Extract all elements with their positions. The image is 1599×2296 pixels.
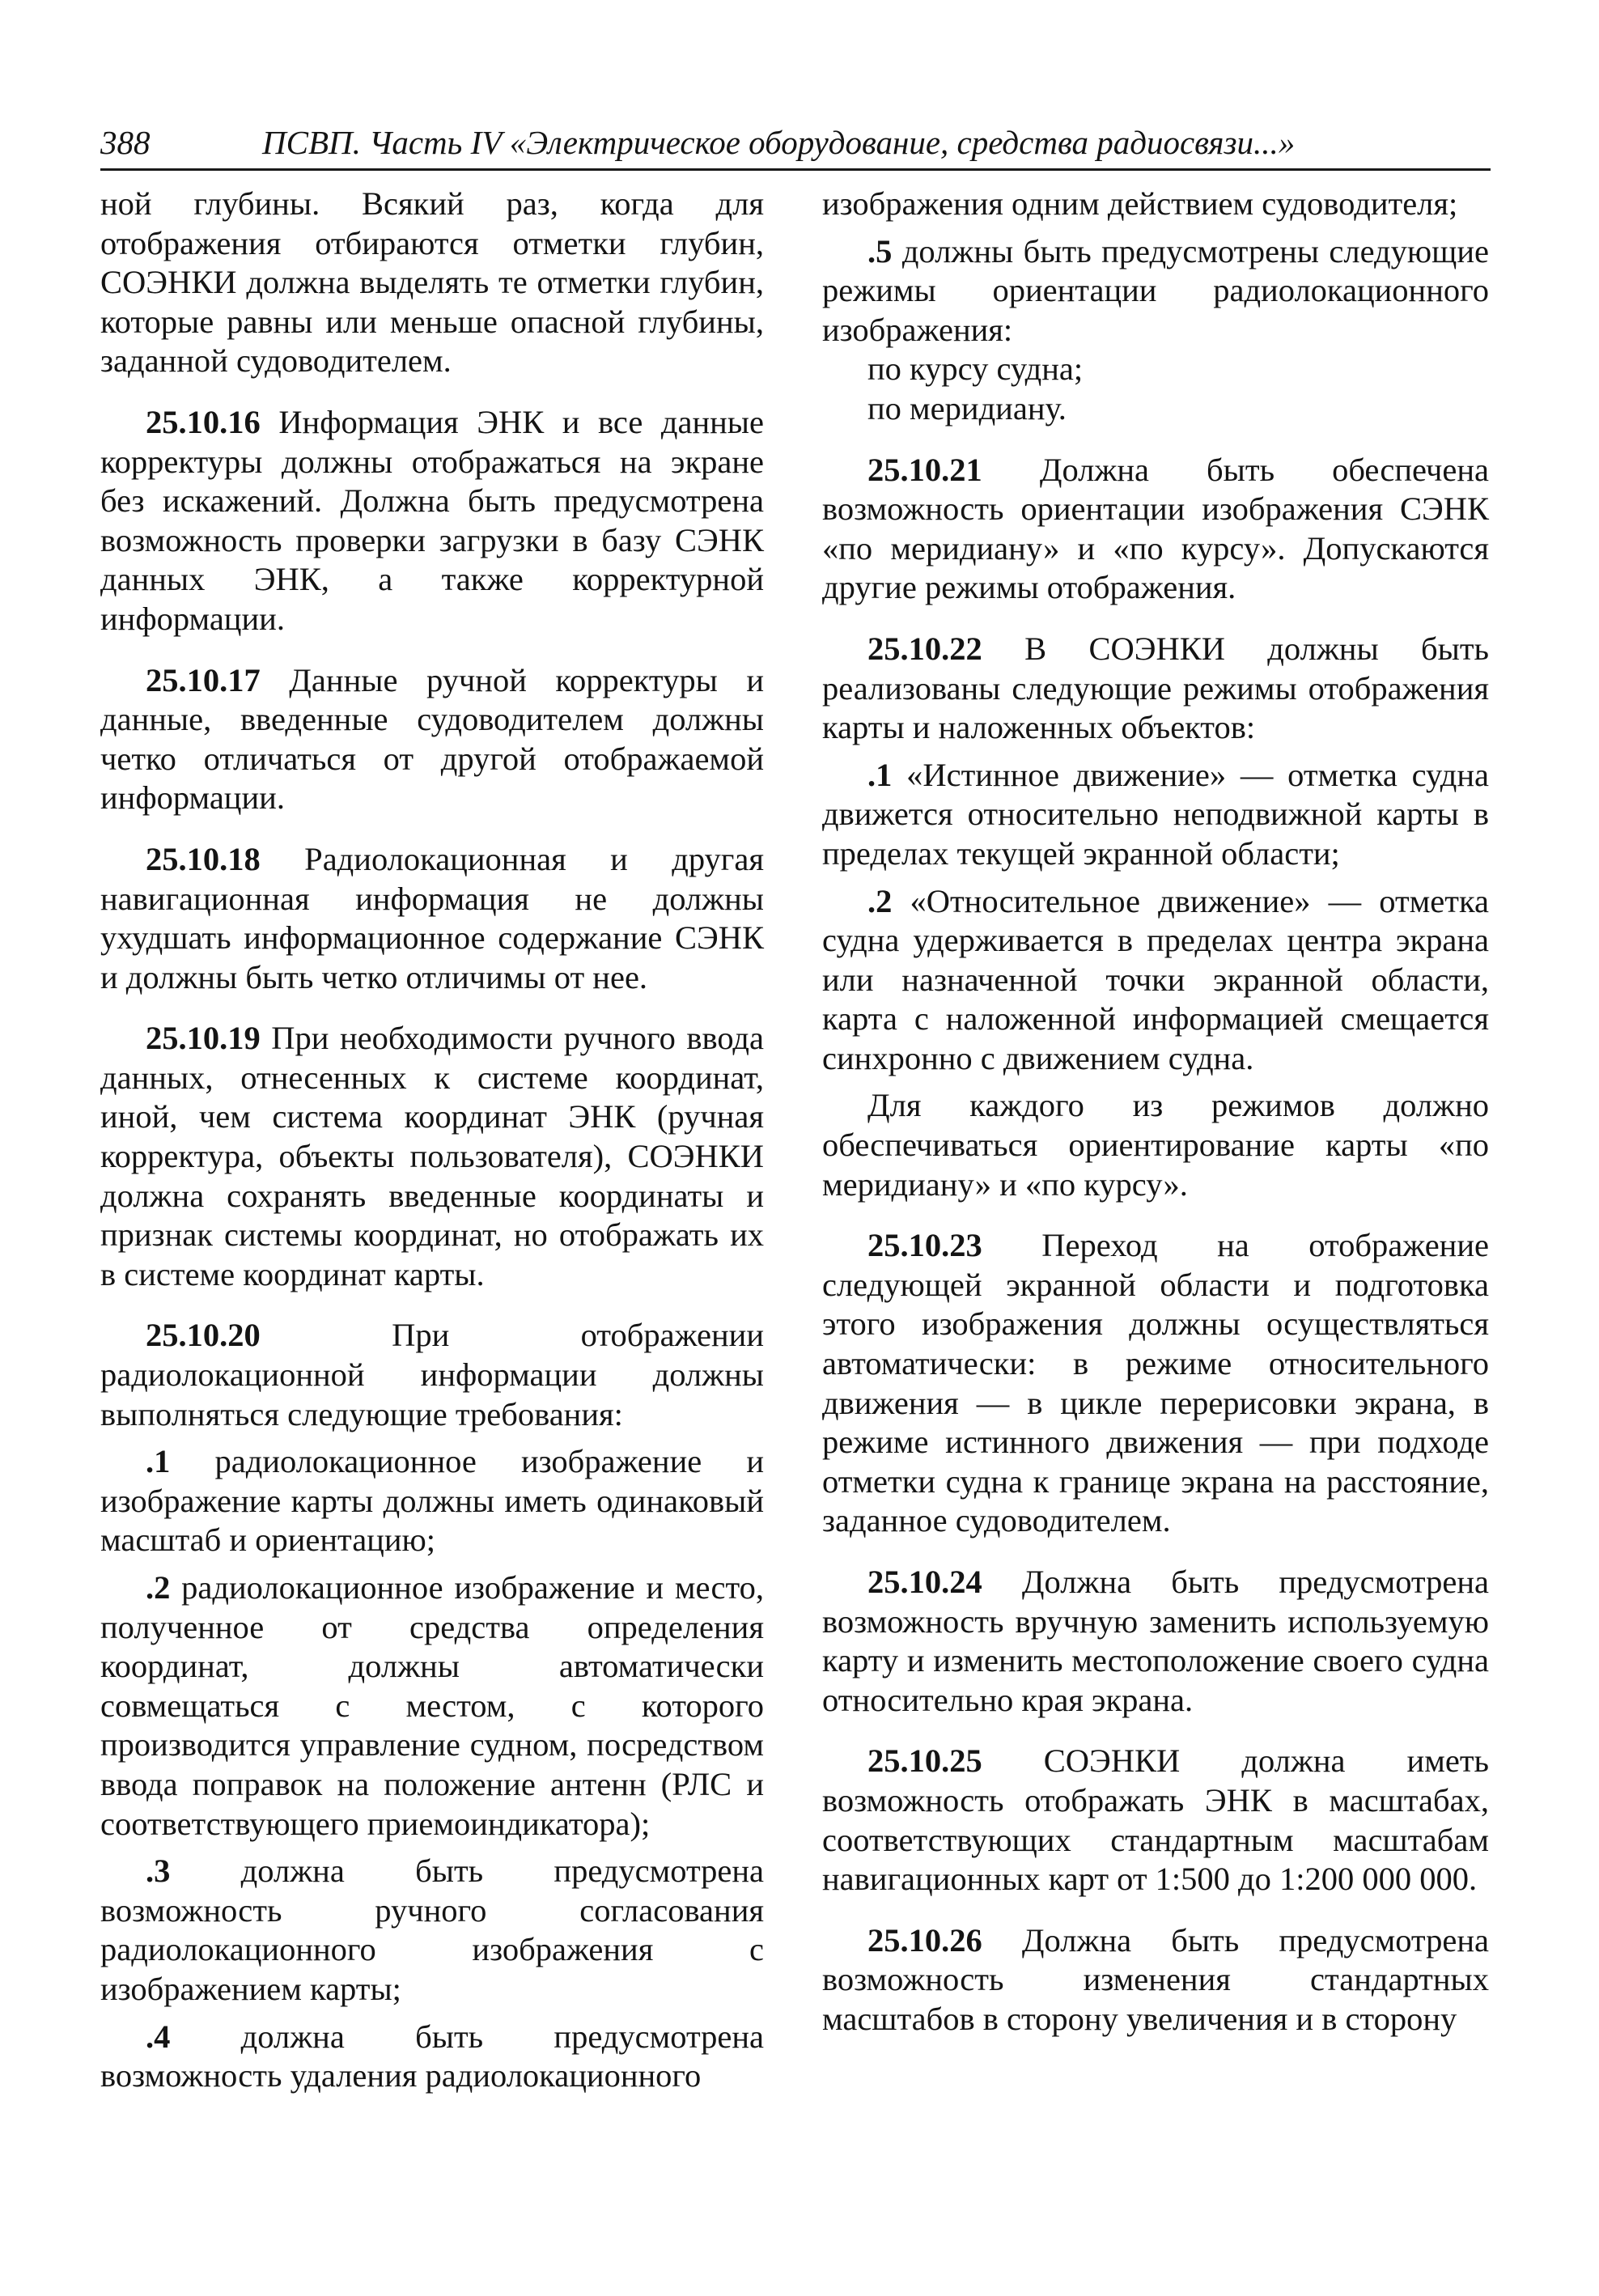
clause-25-10-18	[100, 840, 764, 997]
clause-number: 25.10.20	[146, 1317, 261, 1354]
clause-number: 25.10.26	[867, 1921, 982, 1959]
clause-25-10-17	[100, 661, 764, 818]
clause-text: Переход на отображение следующей экранной области и подготовка этого изображения должны осуществляться автоматически: в режиме относительного движения — в цикле перерисовки экрана, в режиме истинного движения — при подходе отметки судна к границе экрана на расстояние, заданное судоводителем.	[822, 1227, 1489, 1539]
item-text: «Истинное движение» — отметка судна движется относительно неподвижной карты в пределах текущей экранной области;	[822, 756, 1489, 872]
clause-25-10-23	[822, 1226, 1489, 1541]
clause-25-10-20	[100, 1316, 764, 1434]
clause-25-10-24	[822, 1563, 1489, 1720]
clause-25-10-26	[822, 1921, 1489, 2039]
clause-25-10-25	[822, 1742, 1489, 1899]
clause-text: Данные ручной корректуры и данные, введенные судоводителем должны четко отличаться от другой отображаемой информации.	[100, 661, 765, 817]
item-text: должна быть предусмотрена возможность удаления радиолокационного	[100, 2018, 765, 2094]
clause-25-10-22	[822, 630, 1489, 748]
item-text: радиолокационное изображение и место, полученное от средства определения координат, должны автоматически совмещаться с местом, с которого производится управление судном, посредством ввода поправок на положение антенн (РЛС и соответствующего приемоиндикатора);	[100, 1569, 764, 1842]
left-column	[100, 185, 764, 2096]
paragraph-continuation: изображения одним действием судоводителя;	[822, 185, 1458, 222]
list-item	[822, 232, 1489, 350]
clause-number: 25.10.16	[146, 403, 261, 440]
clause-text: Должна быть предусмотрена возможность изменения стандартных масштабов в сторону увеличения и в сторону	[822, 1921, 1489, 2037]
running-title: ПСВП. Часть IV «Электрическое оборудование, средства радиосвязи...»	[262, 124, 1296, 161]
item-number: .2	[867, 882, 893, 919]
item-number: .5	[867, 232, 893, 269]
clause-number: 25.10.21	[867, 451, 982, 488]
clause-number: 25.10.22	[867, 630, 982, 667]
clause-text: Информация ЭНК и все данные корректуры должны отображаться на экране без искажений. Должна быть предусмотрена возможность проверки загрузки в базу СЭНК данных ЭНК, а также корректурной информации.	[100, 403, 764, 637]
item-number: .2	[146, 1569, 171, 1606]
clause-text: В СОЭНКИ должны быть реализованы следующие режимы отображения карты и наложенных объектов:	[822, 630, 1490, 746]
list-item	[100, 1442, 764, 1560]
clause-number: 25.10.18	[146, 840, 261, 877]
clause-number: 25.10.17	[146, 661, 261, 698]
running-header	[100, 123, 1492, 168]
orientation-option: по курсу судна;	[867, 350, 1084, 388]
clause-text: Радиолокационная и другая навигационная информация не должны ухудшать информационное содержание СЭНК и должны быть четко отличимы от нее.	[100, 840, 765, 995]
item-number: .4	[146, 2018, 171, 2055]
clause-number: 25.10.24	[867, 1564, 982, 1600]
clause-text: При отображении радиолокационной информации должны выполняться следующие требования:	[100, 1317, 764, 1432]
list-item	[100, 1568, 764, 1844]
header-rule	[100, 168, 1491, 171]
clause-number: 25.10.19	[146, 1020, 261, 1057]
orientation-option: по меридиану.	[867, 389, 1067, 427]
list-item	[100, 2018, 764, 2096]
item-number: .1	[867, 756, 893, 793]
paragraph: Для каждого из режимов должно обеспечиваться ориентирование карты «по меридиану» и «по курсу».	[822, 1087, 1489, 1203]
item-text: радиолокационное изображение и изображение карты должны иметь одинаковый масштаб и ориентацию;	[100, 1443, 765, 1559]
item-number: .1	[146, 1443, 171, 1480]
clause-text: При необходимости ручного ввода данных, отнесенных к системе координат, иной, чем система координат ЭНК (ручная корректура, объекты пользователя), СОЭНКИ должна сохранять введенные координаты и признак системы координат, но отображать их в системе координат карты.	[100, 1020, 764, 1292]
item-text: должны быть предусмотрены следующие режимы ориентации радиолокационного изображения:	[822, 232, 1489, 348]
clause-text: Должна быть обеспечена возможность ориентации изображения СЭНК «по меридиану» и «по курсу». Допускаются другие режимы отображения.	[822, 451, 1490, 606]
clause-text: Должна быть предусмотрена возможность вручную заменить используемую карту и изменить местоположение своего судна относительно края экрана.	[822, 1564, 1489, 1718]
clause-text: СОЭНКИ должна иметь возможность отображать ЭНК в масштабах, соответствующих стандартным масштабам навигационных карт от 1:500 до 1:200 000 000.	[822, 1742, 1489, 1898]
clause-25-10-21	[822, 451, 1489, 608]
list-item	[100, 1852, 764, 2009]
clause-number: 25.10.25	[867, 1742, 982, 1780]
list-item	[822, 882, 1489, 1079]
clause-25-10-19	[100, 1019, 764, 1294]
list-item	[822, 756, 1489, 874]
paragraph-continuation: ной глубины. Всякий раз, когда для отображения отбираются отметки глубин, СОЭНКИ должна выделять те отметки глубин, которые равны или меньше опасной глубины, заданной судоводителем.	[100, 185, 764, 380]
right-column	[822, 185, 1489, 2039]
item-number: .3	[146, 1853, 171, 1890]
item-text: «Относительное движение» — отметка судна удерживается в пределах центра экрана или назначенной точки экранной области, карта с наложенной информацией смещается синхронно с движением судна.	[822, 882, 1489, 1076]
clause-25-10-16	[100, 403, 764, 639]
item-text: должна быть предусмотрена возможность ручного согласования радиолокационного изображения с изображением карты;	[100, 1853, 765, 2007]
page-number: 388	[100, 124, 151, 161]
clause-number: 25.10.23	[867, 1227, 982, 1264]
